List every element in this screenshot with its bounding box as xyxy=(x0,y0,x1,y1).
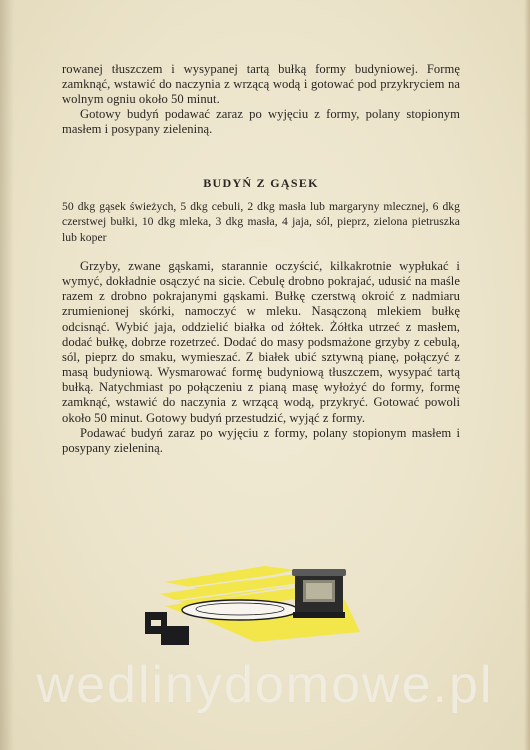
watermark-text: wedlinydomowe.pl xyxy=(36,656,494,714)
plate-and-jar-illustration xyxy=(145,560,380,645)
continued-recipe-text xyxy=(62,62,460,137)
method-paragraph-2: Podawać budyń zaraz po wyjęciu z formy, polany stopionym masłem i posypany zieleniną. xyxy=(62,425,460,455)
ingredients-text: 50 dkg gąsek świeżych, 5 dkg cebuli, 2 dkg masła lub margaryny mlecznej, 6 dkg czerstwej bułki, 10 dkg mleka, 3 dkg masła, 4 jaja, sól, pieprz, zielona pietruszka lub koper xyxy=(62,200,460,244)
page-fold-shadow xyxy=(0,0,14,750)
continued-paragraph-2: Gotowy budyń podawać zaraz po wyjęciu z formy, polany stopionym masłem i posypany zieleniną. xyxy=(62,107,460,137)
recipe-title: BUDYŃ Z GĄSEK xyxy=(203,176,319,190)
continued-paragraph-1: rowanej tłuszczem i wysypanej tartą bułką formy budyniowej. Formę zamknąć, wstawić do naczynia z wrzącą wodą i gotować pod przykryciem na wolnym ogniu około 50 minut. xyxy=(62,62,460,107)
method-paragraph-1: Grzyby, zwane gąskami, starannie oczyścić, kilkakrotnie wypłukać i wymyć, dokładnie osączyć na sicie. Cebulę drobno pokrajać, udusić na maśle razem z drobno pokrajanymi gąskami. Bułkę czerstwą okroić z nadmiaru zrumienionej skórki, namoczyć w mleku. Nasączoną mlekiem bułkę odcisnąć. Wybić jaja, oddzielić białka od żółtek. Żółtka utrzeć z masłem, dodać bułkę, dobrze rozetrzeć. Dodać do masy podsmażone grzyby z cebulą, sól, pieprz do smaku, wymieszać. Z białek ubić sztywną pianę, połączyć z masą budyniową. Wysmarować formę budyniową tłuszczem, wysypać tartą bułką. Natychmiast po połączeniu z pianą masę wyłożyć do formy, formę zamknąć, wstawić do naczynia z wrzącą wodą, przykryć. Gotować powoli około 50 minut. Gotowy budyń przestudzić, wyjąć z formy. xyxy=(62,259,460,425)
black-blocks xyxy=(145,612,189,645)
ingredients-list xyxy=(62,199,460,245)
recipe-method xyxy=(62,259,460,456)
plate xyxy=(182,600,298,620)
page-edge-shadow xyxy=(524,0,530,750)
jar xyxy=(292,569,346,618)
